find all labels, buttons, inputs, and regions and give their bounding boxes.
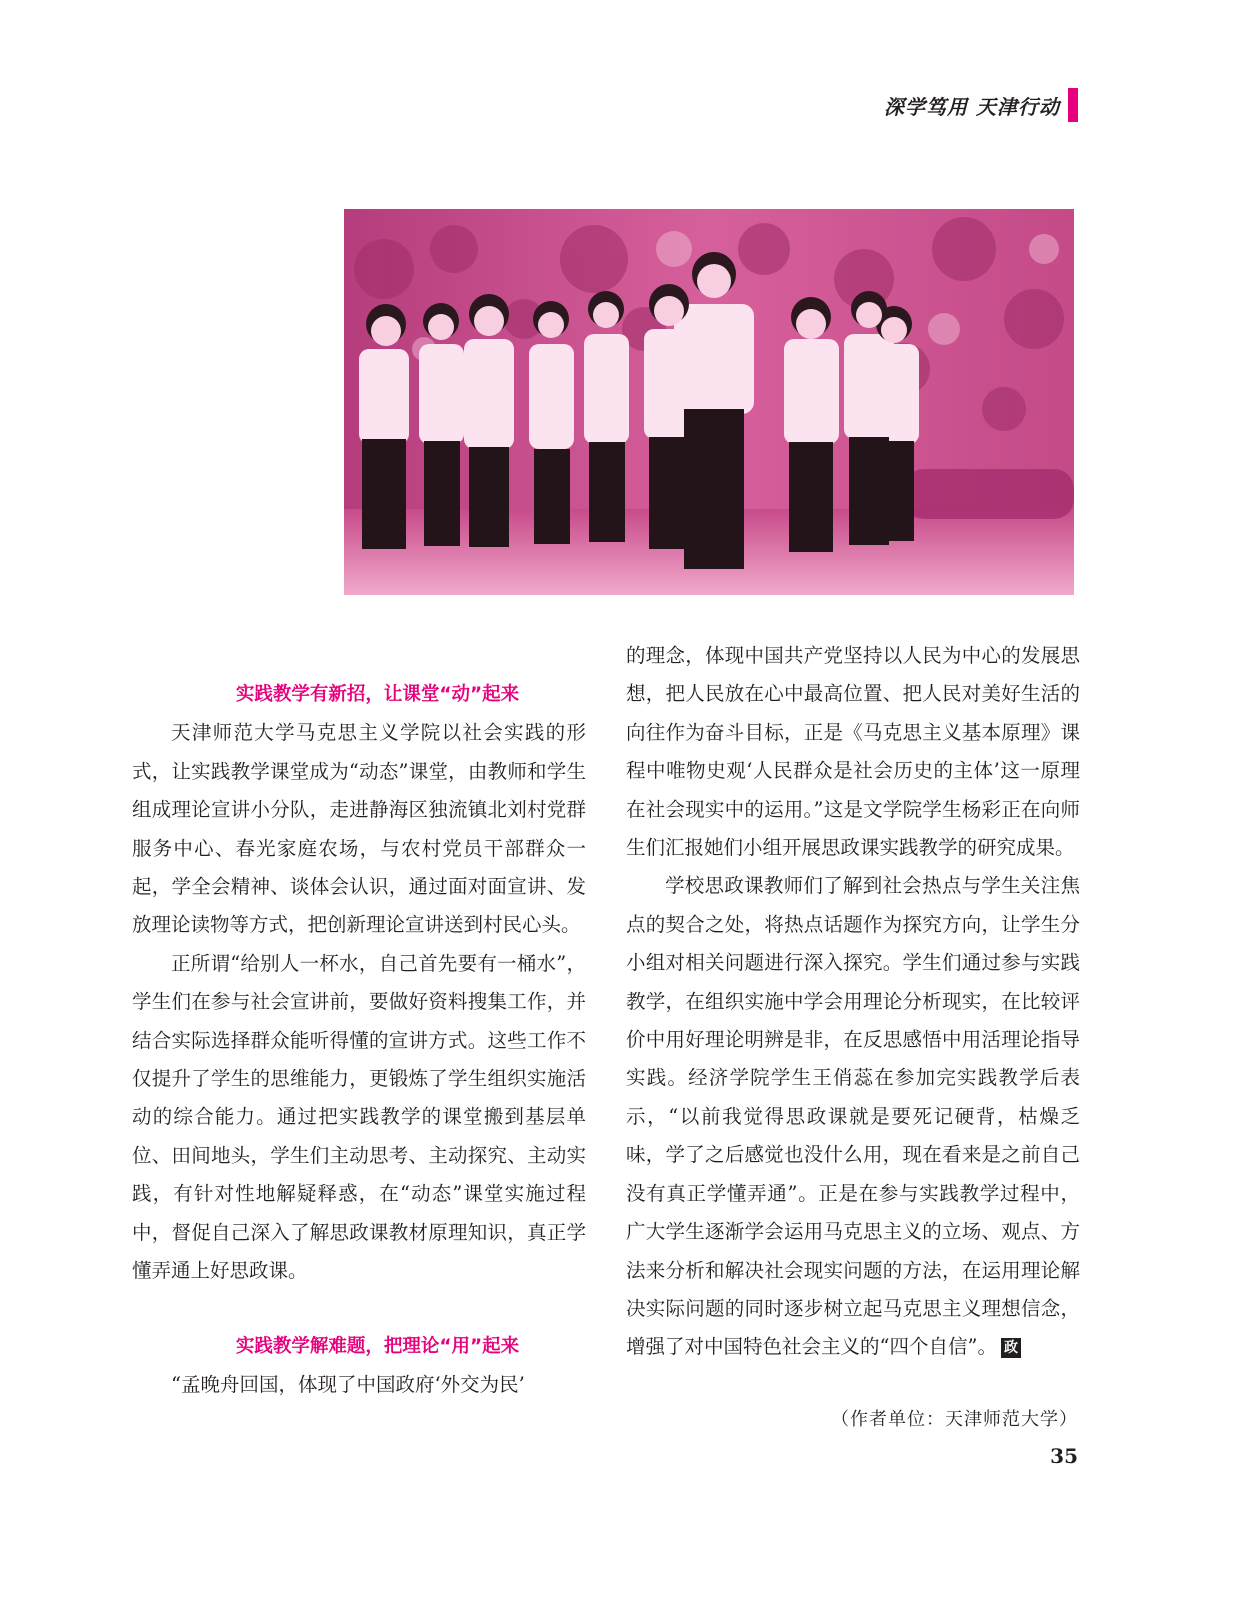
paragraph-continuation: [626, 637, 1080, 867]
section-heading: 实践教学解难题，把理论“用”起来: [235, 1335, 520, 1357]
running-header: [884, 88, 1078, 122]
page-number: 35: [1050, 1444, 1078, 1468]
paragraph: 天津师范大学马克思主义学院以社会实践的形式，让实践教学课堂成为“动态”课堂，由教师和学生组成理论宣讲小分队，走进静海区独流镇北刘村党群服务中心、春光家庭农场，与农村党员干部群众一起，学全会精神、谈体会认识，通过面对面宣讲、发放理论读物等方式，把创新理论宣讲送到村民心头。: [132, 721, 586, 937]
paragraph: [626, 867, 1080, 1366]
header-accent-bar: [1068, 88, 1078, 122]
end-mark-icon: 政: [1001, 1338, 1021, 1358]
continuation-text: 的理念，体现中国共产党坚持以人民为中心的发展思想，把人民放在心中最高位置、把人民对美好生活的向往作为奋斗目标，正是《马克思主义基本原理》课程中唯物史观‘人民群众是社会历史的主体’这一原理在社会现实中的运用。”这是文学院学生杨彩正在向师生们汇报她们小组开展思政课实践教学的研究成果。: [626, 644, 1080, 860]
paragraph-text: 学校思政课教师们了解到社会热点与学生关注焦点的契合之处，将热点话题作为探究方向，让学生分小组对相关问题进行深入探究。学生们通过参与实践教学，在组织实施中学会用理论分析现实，在比较评价中用好理论明辨是非，在反思感悟中用活理论指导实践。经济学院学生王俏蕊在参加完实践教学后表示，“以前我觉得思政课就是要死记硬背，枯燥乏味，学了之后感觉也没什么用，现在看来是之前自己没有真正学懂弄通”。正是在参与实践教学过程中，广大学生逐渐学会运用马克思主义的立场、观点、方法来分析和解决社会现实问题的方法，在运用理论解决实际问题的同时逐步树立起马克思主义理想信念，增强了对中国特色社会主义的“四个自信”。: [626, 874, 1080, 1359]
paragraph: 正所谓“给别人一杯水，自己首先要有一桶水”，学生们在参与社会宣讲前，要做好资料搜集工作，并结合实际选择群众能听得懂的宣讲方式。这些工作不仅提升了学生的思维能力，更锻炼了学生组织实施活动的综合能力。通过把实践教学的课堂搬到基层单位、田间地头，学生们主动思考、主动探究、主动实践，有针对性地解疑释惑，在“动态”课堂实施过程中，督促自己深入了解思政课教材原理知识，真正学懂弄通上好思政课。: [132, 951, 586, 1283]
header-title: 深学笃用 天津行动: [884, 94, 1060, 119]
section-heading: 实践教学有新招，让课堂“动”起来: [235, 684, 520, 705]
author-affiliation: （作者单位：天津师范大学）: [831, 1409, 1078, 1430]
group-photo: [344, 209, 1074, 595]
left-column: [132, 676, 586, 1404]
group-photo-icon: [344, 209, 1074, 595]
paragraph: “孟晚舟回国，体现了中国政府‘外交为民’: [171, 1372, 525, 1396]
right-column: [626, 637, 1080, 1367]
